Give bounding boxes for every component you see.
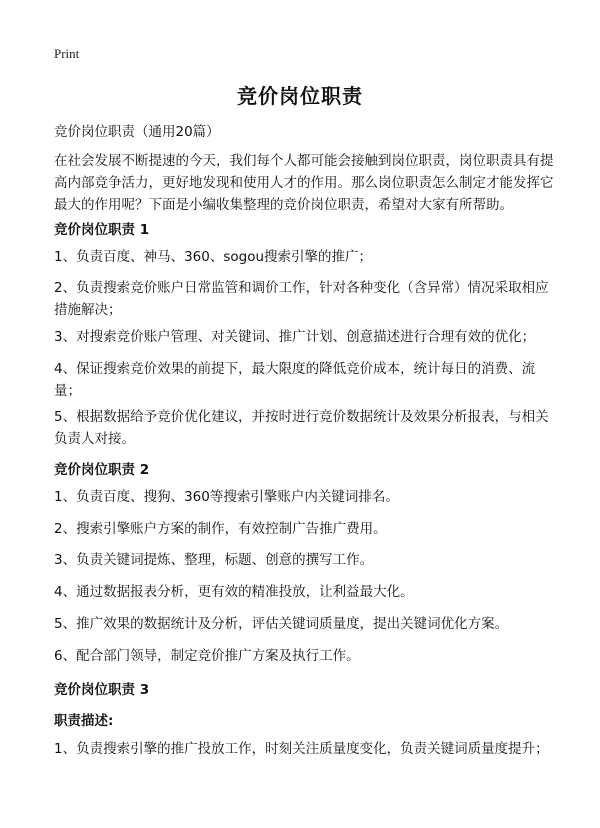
list-item: 1、负责百度、搜狗、360等搜索引擎账户内关键词排名。 bbox=[54, 489, 399, 505]
section-subheading: 职责描述: bbox=[54, 713, 114, 729]
document-subtitle: 竞价岗位职责（通用20篇） bbox=[54, 124, 220, 140]
list-item: 2、搜索引擎账户方案的制作，有效控制广告推广费用。 bbox=[54, 521, 387, 537]
list-item: 5、根据数据给予竞价优化建议，并按时进行竞价数据统计及效果分析报表，与相关负责人对接。 bbox=[54, 409, 549, 447]
list-item: 3、对搜索竞价账户管理、对关键词、推广计划、创意描述进行合理有效的优化； bbox=[54, 329, 536, 345]
print-link[interactable]: Print bbox=[54, 46, 80, 61]
list-item: 6、配合部门领导，制定竞价推广方案及执行工作。 bbox=[54, 648, 360, 664]
list-item: 4、通过数据报表分析，更有效的精准投放，让利益最大化。 bbox=[54, 584, 414, 600]
list-item: 1、负责百度、神马、360、sogou搜索引擎的推广； bbox=[54, 249, 373, 265]
list-item: 1、负责搜索引擎的推广投放工作，时刻关注质量度变化，负责关键词质量度提升； bbox=[54, 741, 549, 757]
intro-paragraph: 在社会发展不断提速的今天，我们每个人都可能会接触到岗位职责，岗位职责具有提高内部竞争活力，更好地发现和使用人才的作用。那么岗位职责怎么制定才能发挥它最大的作用呢？下面是小编收集整理的竞价岗位职责，希望对大家有所帮助。 bbox=[54, 153, 554, 213]
section-heading-1: 竞价岗位职责 1 bbox=[54, 222, 150, 238]
list-item: 4、保证搜索竞价效果的前提下，最大限度的降低竞价成本，统计每日的消费、流量； bbox=[54, 361, 536, 399]
list-item: 2、负责搜索竞价账户日常监管和调价工作，针对各种变化（含异常）情况采取相应措施解决； bbox=[54, 280, 549, 318]
list-item: 3、负责关键词提炼、整理，标题、创意的撰写工作。 bbox=[54, 552, 374, 568]
list-item: 5、推广效果的数据统计及分析，评估关键词质量度，提出关键词优化方案。 bbox=[54, 616, 509, 632]
section-heading-3: 竞价岗位职责 3 bbox=[54, 682, 150, 698]
section-heading-2: 竞价岗位职责 2 bbox=[54, 462, 150, 478]
page-title: 竞价岗位职责 bbox=[237, 84, 363, 108]
